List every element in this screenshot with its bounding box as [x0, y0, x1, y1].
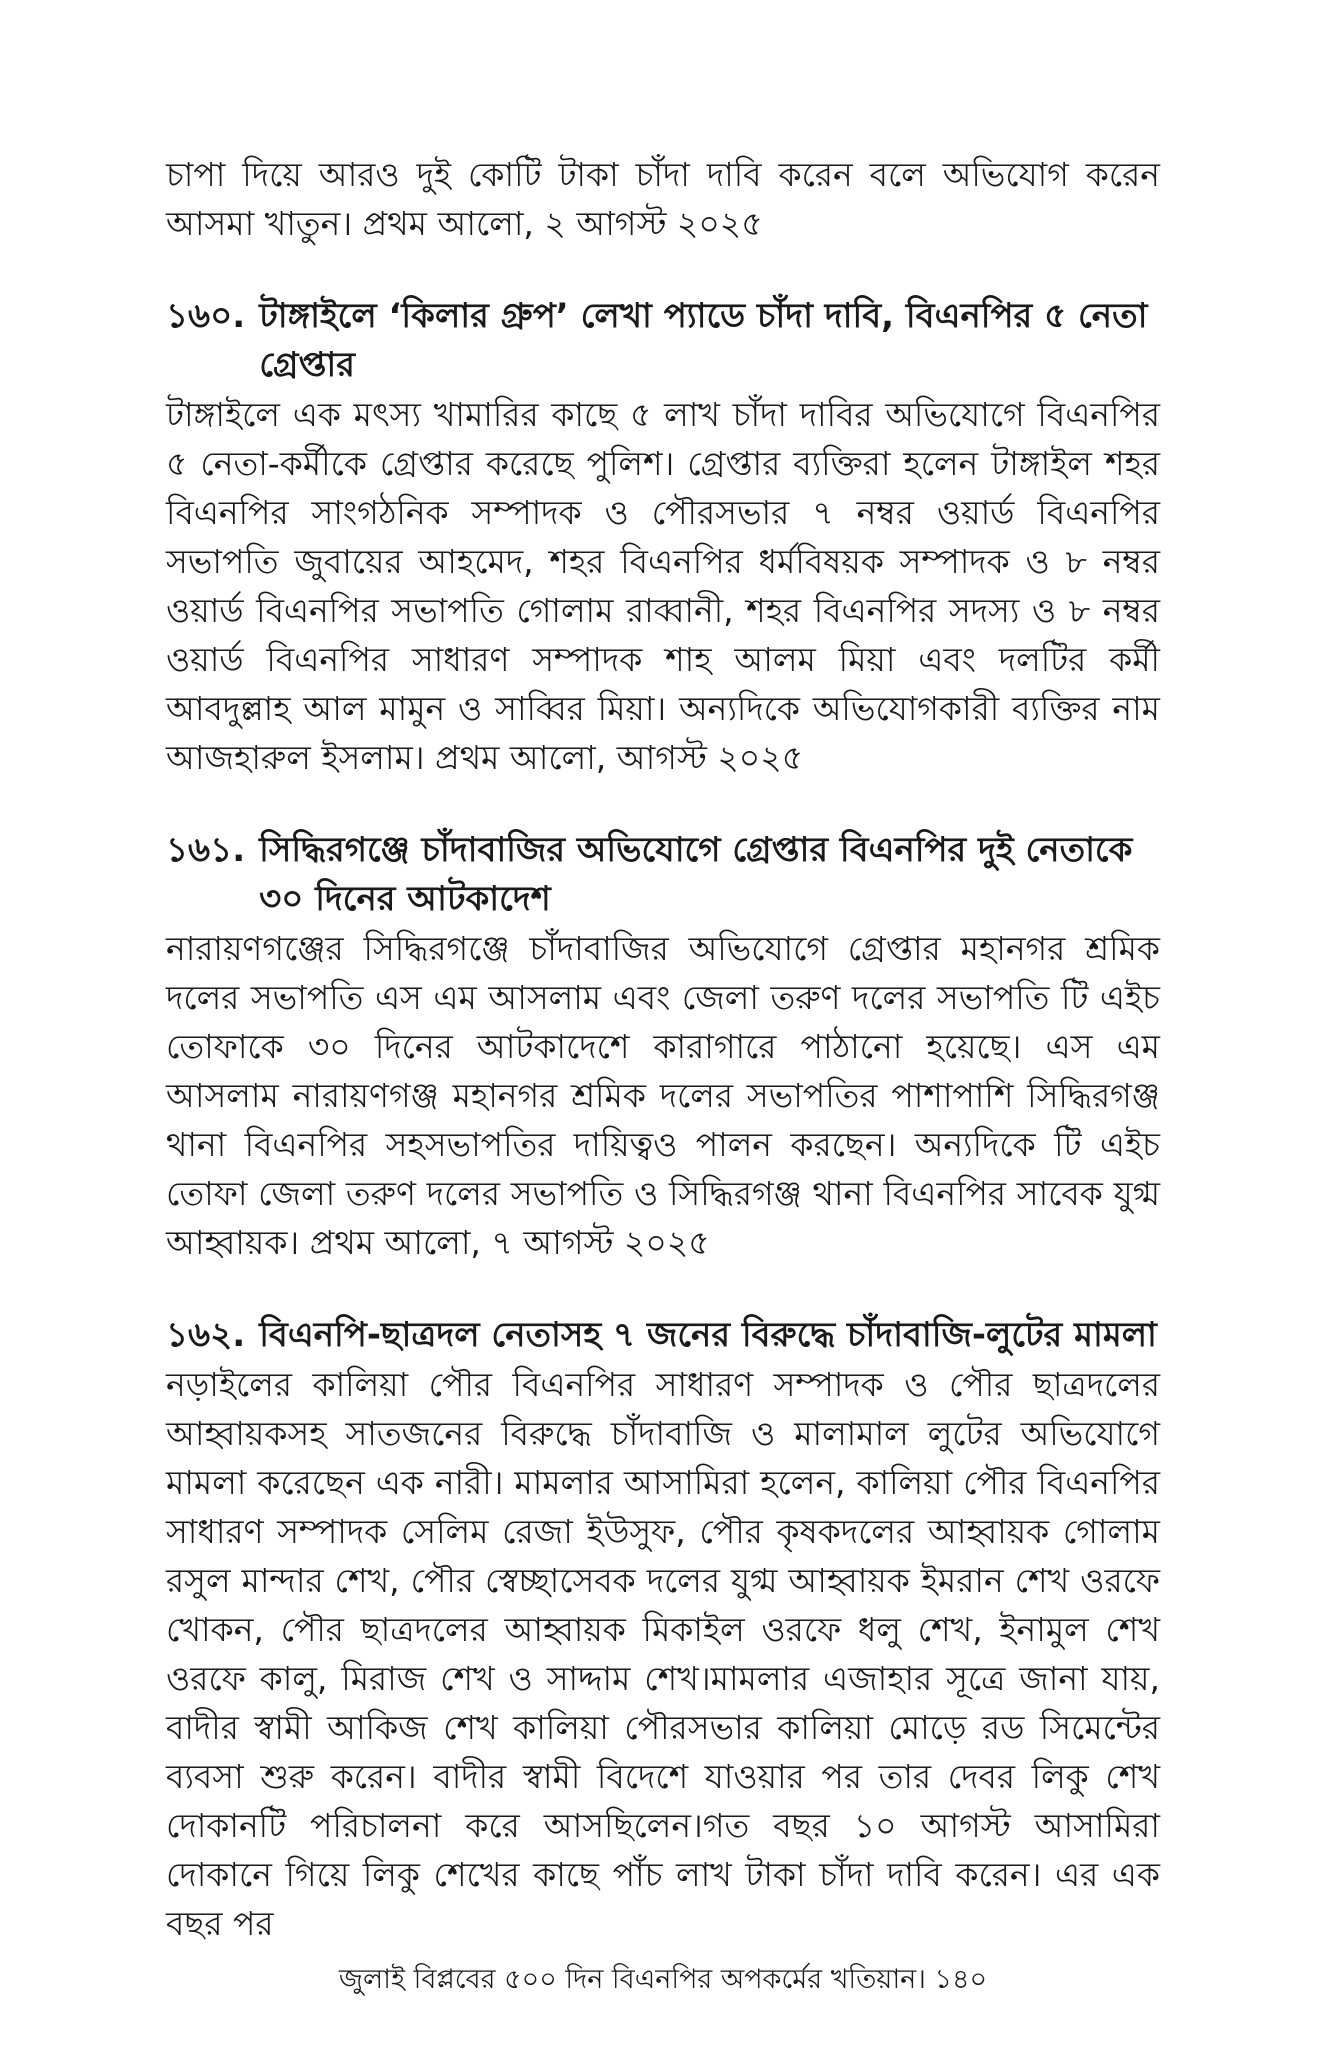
news-headline	[166, 1311, 1160, 1360]
news-item-161	[166, 826, 1160, 1267]
section-gap	[166, 782, 1160, 826]
news-title: বিএনপি-ছাত্রদল নেতাসহ ৭ জনের বিরুদ্ধে চাঁদাবাজি-লুটের মামলা	[259, 1315, 1157, 1355]
section-gap	[166, 248, 1160, 292]
news-item-160	[166, 292, 1160, 782]
intro-paragraph: চাপা দিয়ে আরও দুই কোটি টাকা চাঁদা দাবি করেন বলে অভিযোগ করেন আসমা খাতুন। প্রথম আলো, ২ আগস্ট ২০২৫	[166, 155, 1160, 243]
news-body: নড়াইলের কালিয়া পৌর বিএনপির সাধারণ সম্পাদক ও পৌর ছাত্রদলের আহ্বায়কসহ সাতজনের বিরুদ্ধে চাঁদাবাজি ও মালামাল লুটের অভিযোগে মামলা করেছেন এক নারী। মামলার আসামিরা হলেন, কালিয়া পৌর বিএনপির সাধারণ সম্পাদক সেলিম রেজা ইউসুফ, পৌর কৃষকদলের আহ্বায়ক গোলাম রসুল মান্দার শেখ, পৌর স্বেচ্ছাসেবক দলের যুগ্ম আহ্বায়ক ইমরান শেখ ওরফে খোকন, পৌর ছাত্রদলের আহ্বায়ক মিকাইল ওরফে ধলু শেখ, ইনামুল শেখ ওরফে কালু, মিরাজ শেখ ও সাদ্দাম শেখ।মামলার এজাহার সূত্রে জানা যায়, বাদীর স্বামী আকিজ শেখ কালিয়া পৌরসভার কালিয়া মোড়ে রড সিমেন্টের ব্যবসা শুরু করেন। বাদীর স্বামী বিদেশে যাওয়ার পর তার দেবর লিকু শেখ দোকানটি পরিচালনা করে আসছিলেন।গত বছর ১০ আগস্ট আসামিরা দোকানে গিয়ে লিকু শেখের কাছে পাঁচ লাখ টাকা চাঁদা দাবি করেন। এর এক বছর পর	[166, 1365, 1160, 1943]
news-headline	[166, 292, 1160, 390]
news-title: টাঙ্গাইলে ‘কিলার গ্রুপ’ লেখা প্যাডে চাঁদা দাবি, বিএনপির ৫ নেতা গ্রেপ্তার	[259, 296, 1148, 385]
news-item-162	[166, 1311, 1160, 1948]
section-gap	[166, 1267, 1160, 1311]
news-body: টাঙ্গাইলে এক মৎস্য খামারির কাছে ৫ লাখ চাঁদা দাবির অভিযোগে বিএনপির ৫ নেতা-কর্মীকে গ্রেপ্তার করেছে পুলিশ। গ্রেপ্তার ব্যক্তিরা হলেন টাঙ্গাইল শহর বিএনপির সাংগঠনিক সম্পাদক ও পৌরসভার ৭ নম্বর ওয়ার্ড বিএনপির সভাপতি জুবায়ের আহমেদ, শহর বিএনপির ধর্মবিষয়ক সম্পাদক ও ৮ নম্বর ওয়ার্ড বিএনপির সভাপতি গোলাম রাব্বানী, শহর বিএনপির সদস্য ও ৮ নম্বর ওয়ার্ড বিএনপির সাধারণ সম্পাদক শাহ আলম মিয়া এবং দলটির কর্মী আবদুল্লাহ আল মামুন ও সাব্বির মিয়া। অন্যদিকে অভিযোগকারী ব্যক্তির নাম আজহারুল ইসলাম। প্রথম আলো, আগস্ট ২০২৫	[166, 395, 1160, 777]
news-title: সিদ্ধিরগঞ্জে চাঁদাবাজির অভিযোগে গ্রেপ্তার বিএনপির দুই নেতাকে ৩০ দিনের আটকাদেশ	[259, 830, 1133, 919]
news-number: ১৬০.	[166, 296, 246, 336]
news-headline	[166, 826, 1160, 924]
news-body: নারায়ণগঞ্জের সিদ্ধিরগঞ্জে চাঁদাবাজির অভিযোগে গ্রেপ্তার মহানগর শ্রমিক দলের সভাপতি এস এম আসলাম এবং জেলা তরুণ দলের সভাপতি টি এইচ তোফাকে ৩০ দিনের আটকাদেশে কারাগারে পাঠানো হয়েছে। এস এম আসলাম নারায়ণগঞ্জ মহানগর শ্রমিক দলের সভাপতির পাশাপাশি সিদ্ধিরগঞ্জ থানা বিএনপির সহসভাপতির দায়িত্বও পালন করছেন। অন্যদিকে টি এইচ তোফা জেলা তরুণ দলের সভাপতি ও সিদ্ধিরগঞ্জ থানা বিএনপির সাবেক যুগ্ম আহ্বায়ক। প্রথম আলো, ৭ আগস্ট ২০২৫	[166, 929, 1160, 1262]
news-number: ১৬১.	[166, 830, 246, 870]
news-number: ১৬২.	[166, 1315, 246, 1355]
page-footer: জুলাই বিপ্লবের ৫০০ দিন বিএনপির অপকর্মের খতিয়ান। ১৪০	[338, 1964, 988, 1995]
page-content	[166, 150, 1160, 1948]
